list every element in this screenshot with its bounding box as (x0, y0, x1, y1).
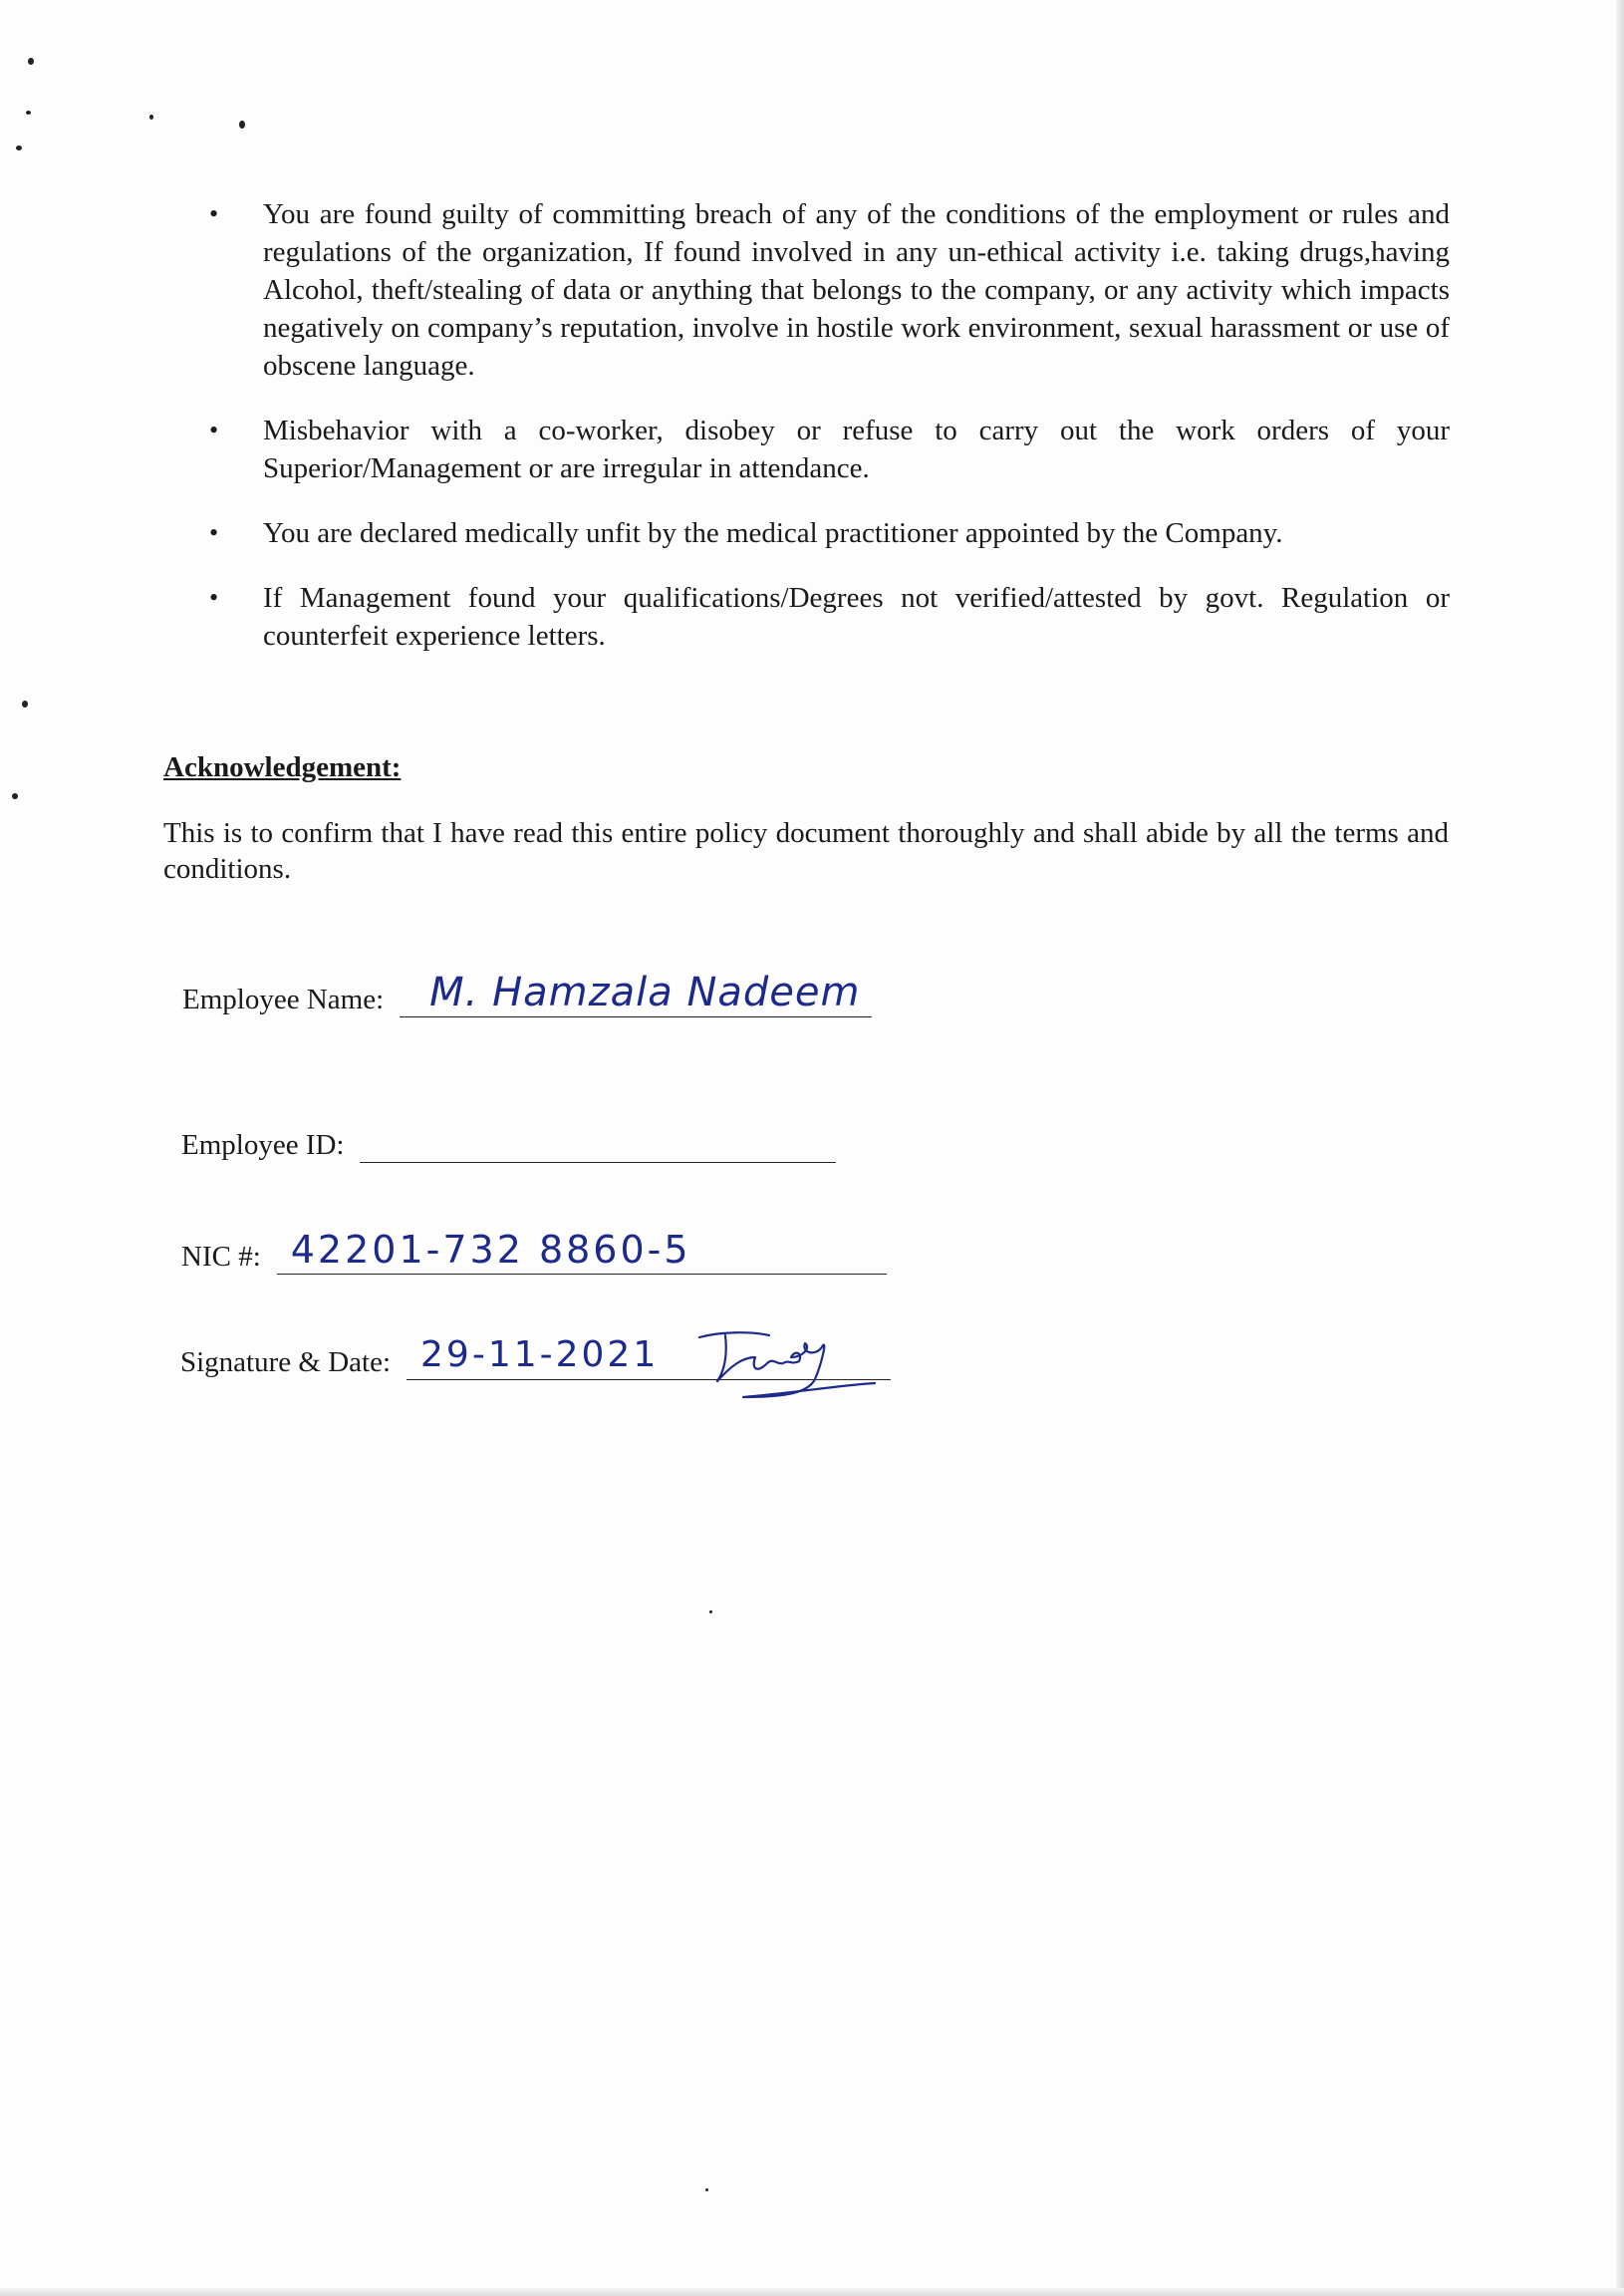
employee-name-handwriting: M. Hamzala Nadeem (429, 970, 861, 1015)
policy-item (209, 195, 1450, 385)
bullet-marker: • (209, 416, 219, 444)
scan-speck (705, 2188, 708, 2191)
employee-id-row (181, 1118, 836, 1163)
scan-speck (16, 145, 22, 150)
scan-speck (26, 111, 31, 115)
scan-edge-bottom (0, 2288, 1624, 2296)
signature-date-handwriting: 29-11-2021 (420, 1334, 660, 1375)
nic-label: NIC #: (181, 1241, 261, 1273)
policy-item-text: Misbehavior with a co-worker, disobey or refuse to carry out the work orders of your Superior/Management or are irregular in attendance. (263, 415, 1450, 484)
signature-date-row (180, 1335, 891, 1380)
policy-item-text: If Management found your qualifications/Degrees not verified/attested by govt. Regulation or counterfeit experience letters. (263, 582, 1450, 652)
employee-id-label: Employee ID: (181, 1129, 345, 1161)
nic-field[interactable] (277, 1230, 887, 1275)
employee-name-row (182, 970, 872, 1017)
scan-speck (149, 115, 153, 120)
employee-name-label: Employee Name: (182, 984, 385, 1015)
signature-date-label: Signature & Date: (180, 1346, 392, 1378)
policy-item (209, 412, 1450, 487)
nic-handwriting: 42201-732 8860-5 (290, 1228, 691, 1272)
scan-speck (22, 701, 28, 708)
scan-speck (12, 793, 18, 799)
scan-edge-right (1616, 0, 1624, 2296)
bullet-marker: • (209, 583, 219, 612)
signature-date-field[interactable] (406, 1335, 891, 1380)
policy-item (209, 579, 1450, 655)
scan-speck (28, 58, 34, 65)
acknowledgement-heading: Acknowledgement: (163, 751, 402, 783)
acknowledgement-text: This is to confirm that I have read this entire policy document thoroughly and shall abide by all the terms and conditions. (163, 817, 1449, 885)
scan-speck (709, 1610, 712, 1613)
scan-speck (239, 121, 245, 129)
signature-mark (691, 1323, 881, 1403)
employee-name-field[interactable] (400, 970, 872, 1017)
policy-item (209, 514, 1450, 552)
employee-id-field[interactable] (360, 1118, 836, 1163)
bullet-marker: • (209, 518, 219, 547)
policy-bullet-list (209, 195, 1450, 682)
policy-item-text: You are found guilty of committing breach of any of the conditions of the employment or rules and regulations of the organization, If found involved in any un-ethical activity i.e. taking drugs,having Alcohol, theft/stealing of data or anything that belongs to the company, or any activity which impacts negatively on company’s reputation, involve in hostile work environment, sexual harassment or use of obscene language. (263, 198, 1450, 382)
policy-item-text: You are declared medically unfit by the medical practitioner appointed by the Company. (263, 517, 1283, 549)
nic-row (181, 1230, 887, 1275)
bullet-marker: • (209, 199, 219, 228)
